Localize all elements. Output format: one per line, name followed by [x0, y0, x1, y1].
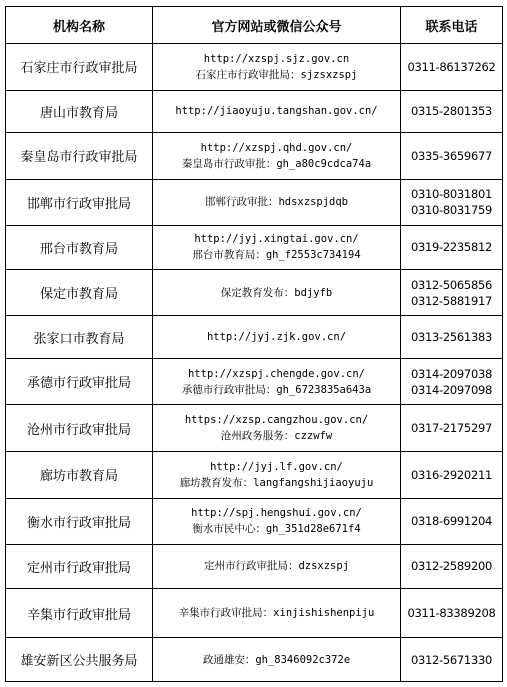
- org-name: 秦皇岛市行政审批局: [6, 133, 153, 180]
- phone-number: 0312-2589200: [410, 559, 493, 574]
- table-row: [6, 226, 503, 269]
- wechat-account: 邢台市教育局：gh_f2553c734194: [192, 249, 361, 262]
- wechat-account: 政通雄安：gh_8346092c372e: [202, 653, 351, 666]
- org-name: 承德市行政审批局: [6, 358, 153, 405]
- tel-cell: [401, 588, 503, 638]
- org-name: 邢台市教育局: [6, 226, 153, 269]
- phone-number: 0316-2920211: [410, 467, 493, 482]
- site-cell: [153, 498, 401, 545]
- phone-number: 0311-86137262: [407, 59, 496, 74]
- tel-cell: [401, 90, 503, 132]
- phone-number: 0310-8031801: [410, 187, 493, 202]
- site-cell: [153, 90, 401, 132]
- website-link[interactable]: http://spj.hengshui.gov.cn/: [191, 507, 362, 520]
- org-name: 邯郸市行政审批局: [6, 179, 153, 226]
- site-cell: [153, 405, 401, 452]
- website-link[interactable]: http://xzspj.chengde.gov.cn/: [187, 367, 365, 380]
- tel-cell: [401, 44, 503, 91]
- tel-cell: [401, 226, 503, 269]
- site-cell: [153, 44, 401, 91]
- phone-number: 0312-5671330: [410, 652, 493, 667]
- org-name: 沧州市行政审批局: [6, 405, 153, 452]
- table-row: [6, 405, 503, 452]
- wechat-account: 衡水市民中心：gh_351d28e671f4: [192, 523, 361, 536]
- table-row: [6, 358, 503, 405]
- phone-number: 0312-5881917: [410, 293, 493, 308]
- table-row: [6, 588, 503, 638]
- site-cell: [153, 638, 401, 682]
- org-name: 辛集市行政审批局: [6, 588, 153, 638]
- contact-table: [5, 6, 503, 682]
- phone-number: 0335-3659677: [410, 148, 493, 163]
- wechat-account: 承德市行政审批局：gh_6723835a643a: [181, 383, 372, 396]
- org-name: 雄安新区公共服务局: [6, 638, 153, 682]
- table-row: [6, 638, 503, 682]
- wechat-account: 保定教育发布：bdjyfb: [220, 286, 333, 299]
- org-name: 衡水市行政审批局: [6, 498, 153, 545]
- table-row: [6, 498, 503, 545]
- phone-number: 0317-2175297: [410, 421, 493, 436]
- wechat-account: 定州市行政审批局：dzsxzspj: [203, 560, 350, 573]
- tel-cell: [401, 358, 503, 405]
- table-row: [6, 179, 503, 226]
- phone-number: 0311-83389208: [407, 606, 496, 621]
- wechat-account: 秦皇岛市行政审批：gh_a80c9cdca74a: [181, 157, 372, 170]
- website-link[interactable]: http://jyj.zjk.gov.cn/: [206, 331, 347, 344]
- phone-number: 0314-2097038: [410, 366, 493, 381]
- tel-cell: [401, 316, 503, 358]
- header-tel: 联系电话: [401, 7, 503, 44]
- org-name: 张家口市教育局: [6, 316, 153, 358]
- phone-number: 0318-6991204: [410, 514, 493, 529]
- header-site: 官方网站或微信公众号: [153, 7, 401, 44]
- site-cell: [153, 133, 401, 180]
- site-cell: [153, 358, 401, 405]
- table-body: [6, 44, 503, 682]
- wechat-account: 沧州政务服务：czzwfw: [220, 430, 333, 443]
- site-cell: [153, 226, 401, 269]
- website-link[interactable]: http://xzspj.sjz.gov.cn: [203, 52, 350, 65]
- phone-number: 0312-5065856: [410, 277, 493, 292]
- phone-number: 0310-8031759: [410, 203, 493, 218]
- phone-number: 0314-2097098: [410, 382, 493, 397]
- table-row: [6, 316, 503, 358]
- phone-number: 0315-2801353: [410, 104, 493, 119]
- table-row: [6, 545, 503, 588]
- site-cell: [153, 316, 401, 358]
- tel-cell: [401, 498, 503, 545]
- org-name: 定州市行政审批局: [6, 545, 153, 588]
- org-name: 保定市教育局: [6, 269, 153, 316]
- tel-cell: [401, 545, 503, 588]
- phone-number: 0313-2561383: [410, 330, 493, 345]
- tel-cell: [401, 451, 503, 498]
- website-link[interactable]: http://xzspj.qhd.gov.cn/: [200, 141, 353, 154]
- wechat-account: 邯郸行政审批：hdsxzspjdqb: [204, 196, 349, 209]
- website-link[interactable]: http://jyj.lf.gov.cn/: [210, 460, 343, 473]
- table-row: [6, 269, 503, 316]
- wechat-account: 廊坊教育发布：langfangshijiaoyuju: [179, 476, 374, 489]
- tel-cell: [401, 269, 503, 316]
- site-cell: [153, 451, 401, 498]
- header-org: 机构名称: [6, 7, 153, 44]
- org-name: 石家庄市行政审批局: [6, 44, 153, 91]
- site-cell: [153, 588, 401, 638]
- wechat-account: 石家庄市行政审批局：sjzsxzspj: [195, 68, 358, 81]
- table-row: [6, 44, 503, 91]
- table-row: [6, 451, 503, 498]
- header-row: [6, 7, 503, 44]
- org-name: 唐山市教育局: [6, 90, 153, 132]
- site-cell: [153, 179, 401, 226]
- site-cell: [153, 545, 401, 588]
- website-link[interactable]: http://jyj.xingtai.gov.cn/: [194, 233, 359, 246]
- website-link[interactable]: http://jiaoyuju.tangshan.gov.cn/: [175, 105, 378, 118]
- table-row: [6, 90, 503, 132]
- org-name: 廊坊市教育局: [6, 451, 153, 498]
- tel-cell: [401, 133, 503, 180]
- website-link[interactable]: https://xzsp.cangzhou.gov.cn/: [184, 414, 369, 427]
- tel-cell: [401, 638, 503, 682]
- wechat-account: 辛集市行政审批局：xinjishishenpiju: [178, 607, 375, 620]
- phone-number: 0319-2235812: [410, 240, 493, 255]
- table-row: [6, 133, 503, 180]
- tel-cell: [401, 179, 503, 226]
- site-cell: [153, 269, 401, 316]
- tel-cell: [401, 405, 503, 452]
